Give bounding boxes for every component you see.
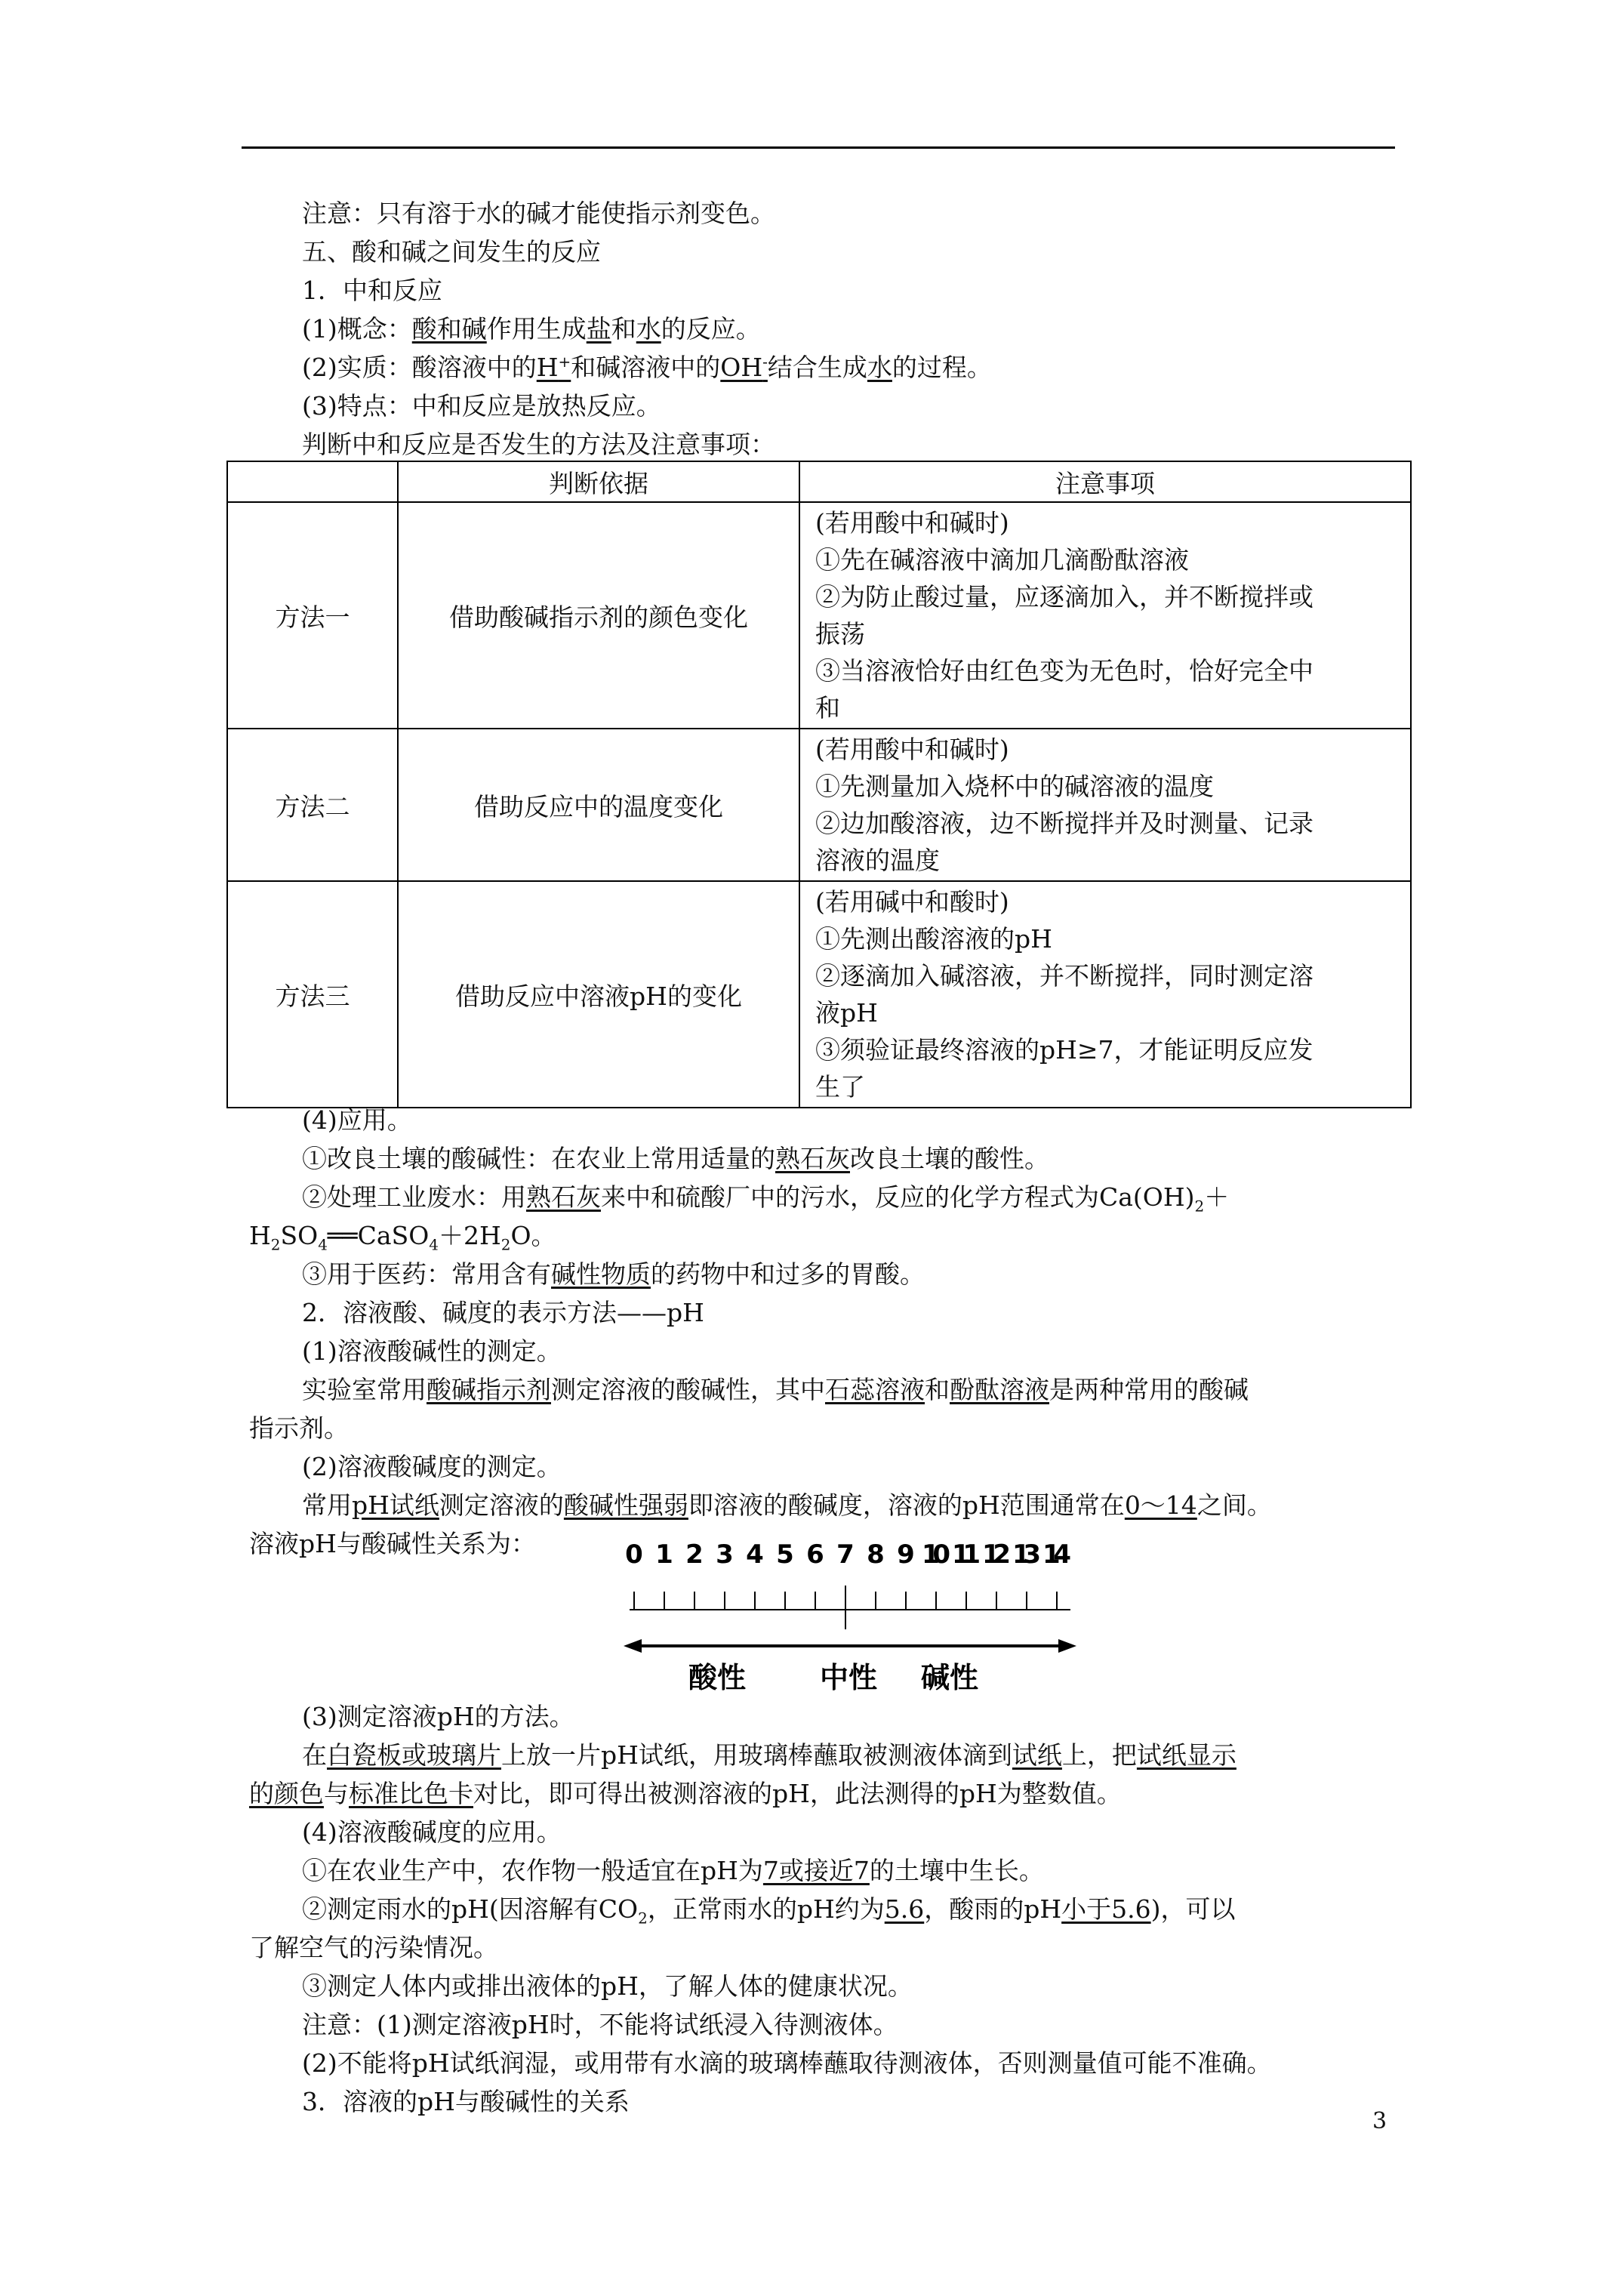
method-2-name: 方法二 — [227, 729, 398, 881]
arrow-left-icon — [624, 1639, 642, 1653]
concept-acid-base: 酸和碱 — [411, 314, 487, 344]
relation-intro: 溶液pH与酸碱性关系为： — [249, 1529, 536, 1558]
ph-tick-label: 6 — [806, 1540, 824, 1570]
note-line: 生了 — [815, 1072, 865, 1102]
essence-mid2: 结合生成 — [767, 353, 867, 382]
method-1-basis: 借助酸碱指示剂的颜色变化 — [398, 502, 799, 729]
essence-hydroxide-ion: OH- — [720, 353, 768, 382]
ph-application-title: (4)溶液酸碱度的应用。 — [302, 1817, 562, 1847]
application-waste: ②处理工业废水：用熟石灰来中和硫酸厂中的污水，反应的化学方程式为$Ca(OH)_2+$ — [302, 1182, 1230, 1216]
ph-tick-label: 14 — [1042, 1540, 1071, 1570]
litmus-term: 石蕊溶液 — [825, 1375, 925, 1404]
application-medicine: ③用于医药：常用含有碱性物质的药物中和过多的胃酸。 — [302, 1259, 925, 1289]
measure-acidity-text-cont: 指示剂。 — [249, 1413, 349, 1443]
note-line: (若用碱中和酸时) — [815, 887, 1009, 917]
note-line: 和 — [815, 693, 840, 723]
method-2-notes — [799, 729, 1411, 881]
essence-line — [302, 350, 992, 386]
ph-tick-label: 3 — [716, 1540, 734, 1570]
method-1-notes — [799, 502, 1411, 729]
concept-water: 水 — [636, 314, 661, 344]
paper-color-term: 试纸显示 — [1136, 1740, 1236, 1770]
ph-tick-label: 5 — [776, 1540, 794, 1570]
ph-tick-label: 1 — [655, 1540, 673, 1570]
note-line: (若用酸中和碱时) — [815, 508, 1009, 538]
ph-tick-label: 13 — [1012, 1540, 1041, 1570]
ph-method-title: (3)测定溶液pH的方法。 — [302, 1702, 574, 1731]
measure-acidity-text: 实验室常用酸碱指示剂测定溶液的酸碱性，其中石蕊溶液和酚酞溶液是两种常用的酸碱 — [302, 1375, 1249, 1404]
color-chart-term: 标准比色卡 — [349, 1779, 473, 1808]
neutral-label: 中性 — [819, 1661, 878, 1694]
note-line: ①先测出酸溶液的pH — [815, 924, 1052, 954]
judge-intro: 判断中和反应是否发生的方法及注意事项： — [302, 430, 775, 459]
ph-method-text: 在白瓷板或玻璃片上放一片pH试纸，用玻璃棒蘸取被测液体滴到试纸上，把试纸显示 — [302, 1740, 1236, 1770]
subsection-2-heading: 2．溶液酸、碱度的表示方法——pH — [302, 1298, 704, 1327]
essence-water: 水 — [867, 353, 892, 382]
table-row — [227, 502, 1411, 729]
note-line: ③须验证最终溶液的pH≥7，才能证明反应发 — [815, 1035, 1313, 1065]
essence-prefix: (2)实质：酸溶液中的 — [302, 353, 537, 382]
ph-tick-label: 8 — [867, 1540, 885, 1570]
note-line: 振荡 — [815, 619, 865, 649]
slaked-lime-term: 熟石灰 — [526, 1182, 601, 1212]
application-soil: ①改良土壤的酸碱性：在农业上常用适量的熟石灰改良土壤的酸性。 — [302, 1144, 1049, 1173]
acid-label: 酸性 — [688, 1661, 747, 1694]
table-header-basis: 判断依据 — [398, 461, 799, 502]
ph-tick-label: 2 — [685, 1540, 704, 1570]
concept-mid2: 和 — [611, 314, 636, 344]
measure-acidity-title: (1)溶液酸碱性的测定。 — [302, 1336, 562, 1366]
ph-tick-label: 7 — [836, 1540, 855, 1570]
table-header-row — [227, 461, 1411, 502]
header-rule — [242, 146, 1395, 149]
ph-tick-label: 9 — [897, 1540, 915, 1570]
ph-tick-label: 0 — [625, 1540, 643, 1570]
subsection-3-heading: 3．溶液的pH与酸碱性的关系 — [302, 2087, 630, 2116]
judgement-table — [226, 461, 1412, 1108]
slaked-lime-term: 熟石灰 — [775, 1144, 850, 1173]
note-line: ①先测量加入烧杯中的碱溶液的温度 — [815, 772, 1214, 801]
ph-application-body: ③测定人体内或排出液体的pH，了解人体的健康状况。 — [302, 1971, 913, 2001]
note-line: 液pH — [815, 998, 878, 1028]
ph-application-rain-cont: 了解空气的污染情况。 — [249, 1933, 498, 1962]
chemical-equation: $H_2SO_4══CaSO_4+2H_2O$。 — [249, 1221, 556, 1254]
concept-line — [302, 311, 761, 347]
essence-mid1: 和碱溶液中的 — [571, 353, 721, 382]
note-line: 溶液的温度 — [815, 846, 940, 875]
concept-mid1: 作用生成 — [486, 314, 587, 344]
table-header-notes: 注意事项 — [799, 461, 1411, 502]
note-line: ③当溶液恰好由红色变为无色时，恰好完全中 — [815, 656, 1313, 686]
ph-paper-term: pH试纸 — [352, 1490, 439, 1520]
caution-2: (2)不能将pH试纸润湿，或用带有水滴的玻璃棒蘸取待测液体，否则测量值可能不准确。 — [302, 2048, 1272, 2078]
ph-tick-label: 10 — [922, 1540, 950, 1570]
essence-hydrogen-ion: H+ — [536, 353, 571, 382]
acid-rain-ph-value: 小于5.6 — [1061, 1894, 1151, 1924]
table-row — [227, 881, 1411, 1108]
measure-degree-title: (2)溶液酸碱度的测定。 — [302, 1452, 562, 1481]
ph-range-term: 0～14 — [1124, 1490, 1197, 1520]
page-number: 3 — [1372, 2108, 1387, 2134]
ph-tick-label: 12 — [982, 1540, 1011, 1570]
method-3-notes — [799, 881, 1411, 1108]
base-label: 碱性 — [920, 1661, 979, 1694]
measure-degree-text: 常用pH试纸测定溶液的酸碱性强弱即溶液的酸碱度，溶液的pH范围通常在0～14之间。 — [302, 1490, 1272, 1520]
concept-salt: 盐 — [586, 314, 611, 344]
ph7-term: 7或接近7 — [762, 1856, 870, 1885]
concept-prefix: (1)概念： — [302, 314, 412, 344]
ph-tick-label: 4 — [746, 1540, 764, 1570]
table-row — [227, 729, 1411, 881]
indicator-term: 酸碱指示剂 — [427, 1375, 551, 1404]
table-header-blank — [227, 461, 398, 502]
paper-term: 试纸 — [1012, 1740, 1062, 1770]
arrow-right-icon — [1058, 1639, 1076, 1653]
ph-application-rain: ②测定雨水的pH(因溶解有$CO_2$，正常雨水的pH约为5.6，酸雨的pH小于5.6)，可以 — [302, 1894, 1236, 1928]
subsection-1-heading: 1．中和反应 — [302, 276, 442, 305]
ph-scale-diagram — [624, 1540, 1092, 1699]
rain-ph-value: 5.6 — [884, 1894, 925, 1924]
note-line: ②边加酸溶液，边不断搅拌并及时测量、记录 — [815, 809, 1313, 838]
feature-line: (3)特点：中和反应是放热反应。 — [302, 391, 661, 421]
method-3-name: 方法三 — [227, 881, 398, 1108]
ph-tick-label: 11 — [952, 1540, 981, 1570]
plate-term: 白瓷板或玻璃片 — [327, 1740, 501, 1770]
color-term: 的颜色 — [249, 1779, 324, 1808]
note-line: ②逐滴加入碱溶液，并不断搅拌，同时测定溶 — [815, 961, 1313, 991]
strength-term: 酸碱性强弱 — [563, 1490, 688, 1520]
caution-1: 注意：(1)测定溶液pH时，不能将试纸浸入待测液体。 — [302, 2010, 898, 2039]
note-line: ①先在碱溶液中滴加几滴酚酞溶液 — [815, 545, 1189, 575]
section-5-heading: 五、酸和碱之间发生的反应 — [302, 237, 601, 267]
method-2-basis: 借助反应中的温度变化 — [398, 729, 799, 881]
method-3-basis: 借助反应中溶液pH的变化 — [398, 881, 799, 1108]
ph-method-text-cont: 的颜色与标准比色卡对比，即可得出被测溶液的pH，此法测得的pH为整数值。 — [249, 1779, 1122, 1808]
essence-suffix: 的过程。 — [892, 353, 992, 382]
note-line: ②为防止酸过量，应逐滴加入，并不断搅拌或 — [815, 582, 1313, 612]
alkaline-substance-term: 碱性物质 — [551, 1259, 651, 1289]
ph-application-agriculture: ①在农业生产中，农作物一般适宜在pH为7或接近7的土壤中生长。 — [302, 1856, 1044, 1885]
method-1-name: 方法一 — [227, 502, 398, 729]
note-line: (若用酸中和碱时) — [815, 735, 1009, 764]
note-indicator: 注意：只有溶于水的碱才能使指示剂变色。 — [302, 199, 775, 228]
application-title: (4)应用。 — [302, 1105, 412, 1135]
concept-suffix: 的反应。 — [661, 314, 761, 344]
phenolphthalein-term: 酚酞溶液 — [950, 1375, 1049, 1404]
